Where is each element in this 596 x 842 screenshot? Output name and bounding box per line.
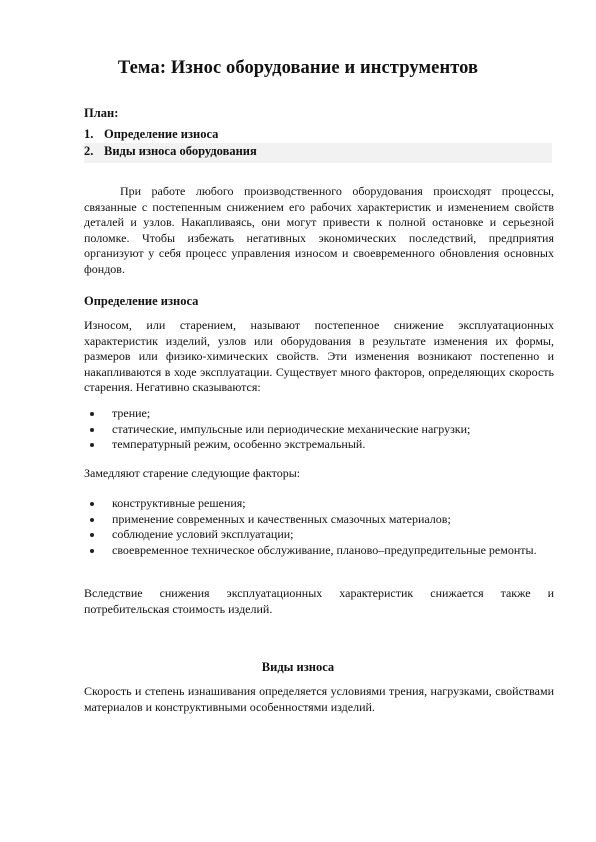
plan-list: [84, 126, 552, 163]
list-item-text: применение современных и качественных смазочных материалов;: [112, 511, 451, 526]
list-item-text: трение;: [112, 406, 151, 420]
plan-label: План:: [84, 106, 119, 120]
definition-paragraph: Износом, или старением, называют постепенное снижение эксплуатационных характеристик изделий, узлов или оборудования в результате изменения их формы, размеров или физико-химических свойств. Эти изменения возникают постепенно и накапливаются в ходе эксплуатации. Существует много факторов, определяющих скорость старения. Негативно сказываются:: [84, 318, 554, 395]
list-item-text: температурный режим, особенно экстремальный.: [112, 437, 366, 452]
section-heading-definition: Определение износа: [84, 294, 199, 308]
list-item: [84, 527, 554, 543]
negative-factors-list: [84, 406, 554, 453]
plan-item-text: Виды износа оборудования: [104, 144, 257, 158]
list-item-text: статические, импульсные или периодические механические нагрузки;: [112, 421, 471, 436]
plan-item: [84, 126, 552, 143]
list-item: [84, 406, 554, 422]
list-item: [84, 512, 554, 528]
bullet-icon: [90, 518, 94, 522]
bullet-icon: [90, 502, 94, 506]
plan-item-number: 2.: [84, 144, 94, 158]
list-item-text: конструктивные решения;: [112, 496, 246, 510]
plan-item-text: Определение износа: [104, 127, 219, 141]
bullet-icon: [90, 443, 94, 447]
bullet-icon: [90, 428, 94, 432]
list-item: [84, 422, 554, 438]
section-heading-types: Виды износа: [261, 660, 335, 674]
list-item: [84, 496, 554, 512]
types-paragraph: Скорость и степень изнашивания определяется условиями трения, нагрузками, свойствами материалов и конструктивными особенностями изделий.: [84, 684, 554, 714]
page-title: Тема: Износ оборудование и инструментов: [117, 58, 479, 78]
conclusion-paragraph: Вследствие снижения эксплуатационных характеристик снижается также и потребительская стоимость изделий.: [84, 586, 554, 616]
slow-factors-list: [84, 496, 554, 558]
list-item: [84, 437, 554, 453]
bullet-icon: [90, 549, 94, 553]
bullet-icon: [90, 412, 94, 416]
plan-item-number: 1.: [84, 127, 94, 141]
bullet-icon: [90, 533, 94, 537]
list-item: [84, 543, 554, 559]
list-item-text: соблюдение условий эксплуатации;: [112, 527, 294, 542]
intro-paragraph: При работе любого производственного оборудования происходят процессы, связанные с постепенным снижением его рабочих характеристик и изменением свойств деталей и узлов. Накапливаясь, они могут привести к полной остановке и серьезной поломке. Чтобы избежать негативных экономических последствий, предприятия организуют у себя процесс управления износом и своевременного обновления основных фондов.: [84, 184, 554, 276]
list-item-text: своевременное техническое обслуживание, планово–предупредительные ремонты.: [112, 542, 537, 557]
slow-factors-intro: Замедляют старение следующие факторы:: [84, 466, 301, 480]
plan-item: [84, 143, 552, 163]
